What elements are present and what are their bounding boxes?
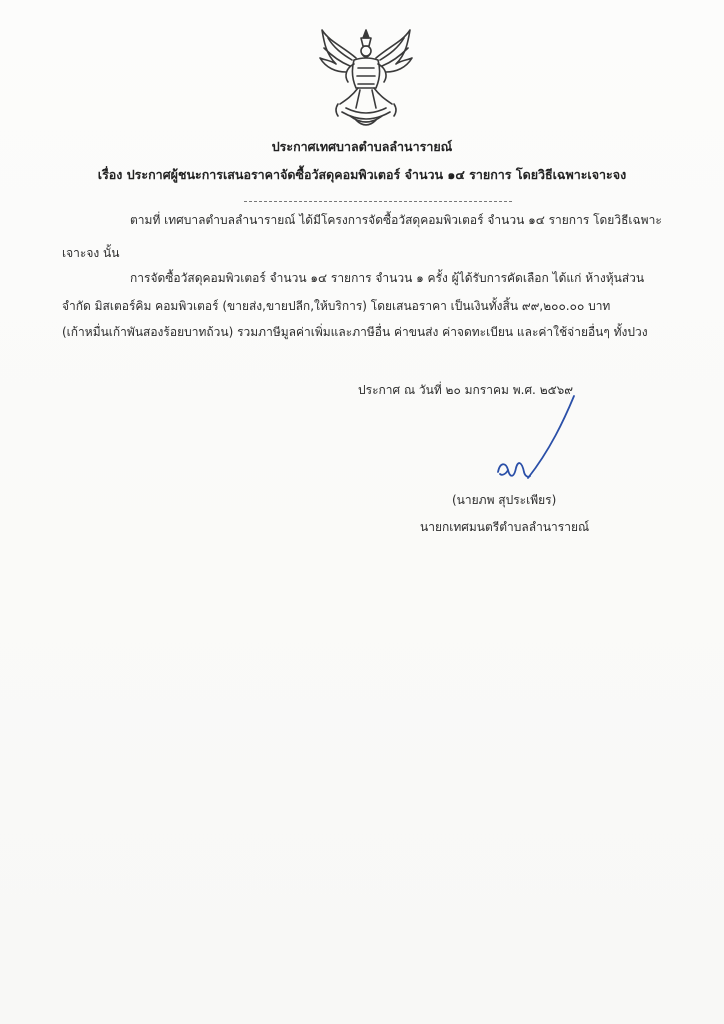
document-subject: เรื่อง ประกาศผู้ชนะการเสนอราคาจัดซื้อวัสดุคอมพิวเตอร์ จำนวน ๑๔ รายการ โดยวิธีเฉพาะเจาะจง	[97, 167, 627, 182]
document-title: ประกาศเทศบาลตำบลลำนารายณ์	[271, 139, 453, 154]
paragraph-2-line-3: (เก้าหมื่นเก้าพันสองร้อยบาทถ้วน) รวมภาษีมูลค่าเพิ่มและภาษีอื่น ค่าขนส่ง ค่าจดทะเบียน และค่าใช้จ่ายอื่นๆ ทั้งปวง	[62, 325, 648, 339]
paragraph-2-line-1: การจัดซื้อวัสดุคอมพิวเตอร์ จำนวน ๑๔ รายการ จำนวน ๑ ครั้ง ผู้ได้รับการคัดเลือก ได้แก่ ห้างหุ้นส่วน	[130, 271, 645, 285]
paragraph-1-line-1: ตามที่ เทศบาลตำบลลำนารายณ์ ได้มีโครงการจัดซื้อวัสดุคอมพิวเตอร์ จำนวน ๑๔ รายการ โดยวิธีเฉพาะ	[130, 213, 662, 227]
announcement-date: ประกาศ ณ วันที่ ๒๐ มกราคม พ.ศ. ๒๕๖๙	[358, 383, 574, 397]
title-divider	[244, 201, 512, 202]
paragraph-2-line-2: จำกัด มิสเตอร์คิม คอมพิวเตอร์ (ขายส่ง,ขายปลีก,ให้บริการ) โดยเสนอราคา เป็นเงินทั้งสิ้น ๙๙,๒๐๐.๐๐ บาท	[62, 299, 611, 313]
signer-position: นายกเทศมนตรีตำบลลำนารายณ์	[420, 520, 590, 534]
paragraph-1-line-2: เจาะจง นั้น	[62, 246, 120, 260]
signer-name: (นายภพ สุประเพียร)	[452, 493, 557, 507]
garuda-emblem-icon	[316, 24, 416, 132]
handwritten-signature-icon	[494, 392, 584, 487]
